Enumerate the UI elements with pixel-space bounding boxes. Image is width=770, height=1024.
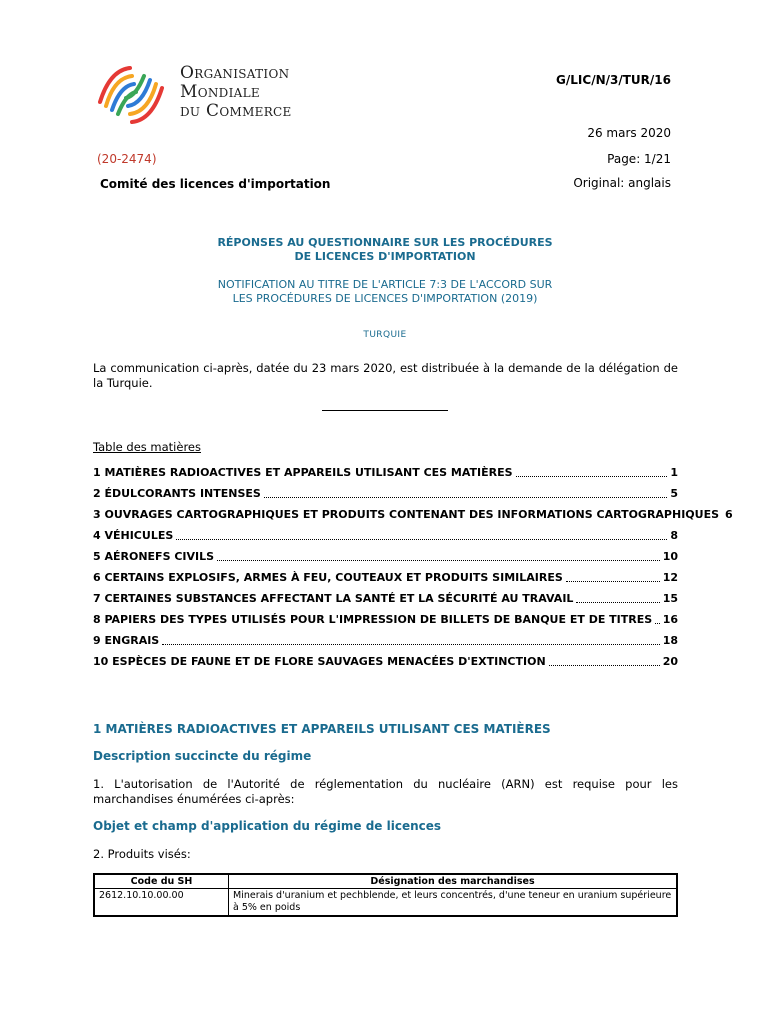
subtitle-line-2: LES PROCÉDURES DE LICENCES D'IMPORTATION (2019) (232, 292, 538, 305)
toc-item-page: 5 (670, 487, 678, 500)
section-heading: 1 MATIÈRES RADIOACTIVES ET APPAREILS UTILISANT CES MATIÈRES (93, 722, 551, 736)
table-header-row (94, 874, 677, 889)
org-line-3: du Commerce (180, 101, 292, 121)
table-header-description: Désignation des marchandises (229, 874, 678, 889)
hs-code-table (93, 873, 678, 917)
toc-item-label: 5 AÉRONEFS CIVILS (93, 550, 215, 563)
toc-item-label-line-1: 8 PAPIERS DES TYPES UTILISÉS POUR L'IMPRESSION DE BILLETS DE BANQUE (93, 613, 567, 626)
committee-name: Comité des licences d'importation (100, 177, 331, 191)
toc-leader (162, 644, 659, 645)
toc-item-label: 1 MATIÈRES RADIOACTIVES ET APPAREILS UTILISANT CES MATIÈRES (93, 466, 513, 479)
toc-item-page: 8 (670, 529, 678, 542)
toc-item[interactable] (93, 571, 678, 585)
toc-item-page: 1 (670, 466, 678, 479)
toc-leader (176, 539, 667, 540)
subsection-heading-2: Objet et champ d'application du régime de licences (93, 819, 442, 833)
org-line-1: Organisation (180, 63, 290, 83)
reference-number: (20-2474) (97, 152, 157, 166)
toc-leader (217, 560, 660, 561)
separator-line (322, 410, 448, 411)
toc-item-page: 16 (662, 613, 678, 626)
toc-heading: Table des matières (93, 440, 201, 454)
toc-item[interactable] (93, 634, 678, 648)
toc-item-label: 9 ENGRAIS (93, 634, 160, 647)
table-row (94, 889, 677, 917)
toc-leader (264, 497, 668, 498)
toc-item[interactable] (93, 487, 678, 501)
original-language: Original: anglais (573, 176, 671, 190)
document-date: 26 mars 2020 (587, 126, 671, 140)
toc-item[interactable] (93, 466, 678, 480)
toc-leader (549, 665, 660, 666)
subsection-heading: Description succincte du régime (93, 749, 312, 763)
title-line-1: RÉPONSES AU QUESTIONNAIRE SUR LES PROCÉDURES (217, 236, 553, 249)
toc-item-label-line-2: ET DE TITRES (569, 613, 653, 626)
table-cell-hs-code: 2612.10.10.00.00 (94, 889, 229, 917)
subtitle-line-1: NOTIFICATION AU TITRE DE L'ARTICLE 7:3 DE L'ACCORD SUR (217, 278, 553, 291)
toc-item-label: 7 CERTAINES SUBSTANCES AFFECTANT LA SANTÉ ET LA SÉCURITÉ AU TRAVAIL (93, 592, 574, 605)
org-line-2: Mondiale (180, 82, 260, 102)
title-line-2: DE LICENCES D'IMPORTATION (294, 250, 476, 263)
toc-item-label: 2 ÉDULCORANTS INTENSES (93, 487, 261, 500)
toc-item-label: 4 VÉHICULES (93, 529, 174, 542)
paragraph-2: 2. Produits visés: (93, 847, 191, 861)
toc-leader (566, 581, 660, 582)
toc-item[interactable] (93, 613, 678, 627)
page-number: Page: 1/21 (607, 152, 671, 166)
toc-item[interactable] (93, 655, 678, 669)
toc-item-page: 20 (662, 655, 678, 668)
toc-leader (516, 476, 668, 477)
toc-item-label: 10 ESPÈCES DE FAUNE ET DE FLORE SAUVAGES MENACÉES D'EXTINCTION (93, 655, 546, 668)
toc-item-page: 18 (662, 634, 678, 647)
table-of-contents (93, 466, 733, 676)
toc-item[interactable] (93, 508, 733, 522)
toc-item-page: 10 (662, 550, 678, 563)
table-cell-description: Minerais d'uranium et pechblende, et leurs concentrés, d'une teneur en uranium supérieure à 5% en poids (229, 889, 678, 917)
toc-item-page: 15 (662, 592, 678, 605)
country-name: TURQUIE (363, 330, 407, 340)
intro-paragraph: La communication ci-après, datée du 23 mars 2020, est distribuée à la demande de la délégation de la Turquie. (93, 361, 678, 390)
document-title (95, 236, 675, 264)
toc-item-label-line-1: 3 OUVRAGES CARTOGRAPHIQUES ET PRODUITS CONTENANT DES (93, 508, 494, 521)
document-subtitle (95, 278, 675, 306)
toc-item-page: 12 (662, 571, 678, 584)
toc-item-label-line-2: INFORMATIONS CARTOGRAPHIQUES (497, 508, 720, 521)
document-symbol: G/LIC/N/3/TUR/16 (556, 73, 671, 87)
toc-item-page: 6 (725, 508, 733, 521)
toc-item[interactable] (93, 592, 678, 606)
organization-name (180, 64, 292, 121)
toc-item-label: 6 CERTAINS EXPLOSIFS, ARMES À FEU, COUTEAUX ET PRODUITS SIMILAIRES (93, 571, 563, 584)
table-header-hs-code: Code du SH (94, 874, 229, 889)
toc-item-label (93, 508, 719, 522)
paragraph-1: 1. L'autorisation de l'Autorité de réglementation du nucléaire (ARN) est requise pour les marchandises énumérées ci-après: (93, 777, 678, 806)
toc-leader (576, 602, 659, 603)
toc-item[interactable] (93, 529, 678, 543)
wto-logo (92, 62, 170, 128)
toc-leader (655, 623, 660, 624)
toc-item[interactable] (93, 550, 678, 564)
toc-item-label (93, 613, 652, 627)
